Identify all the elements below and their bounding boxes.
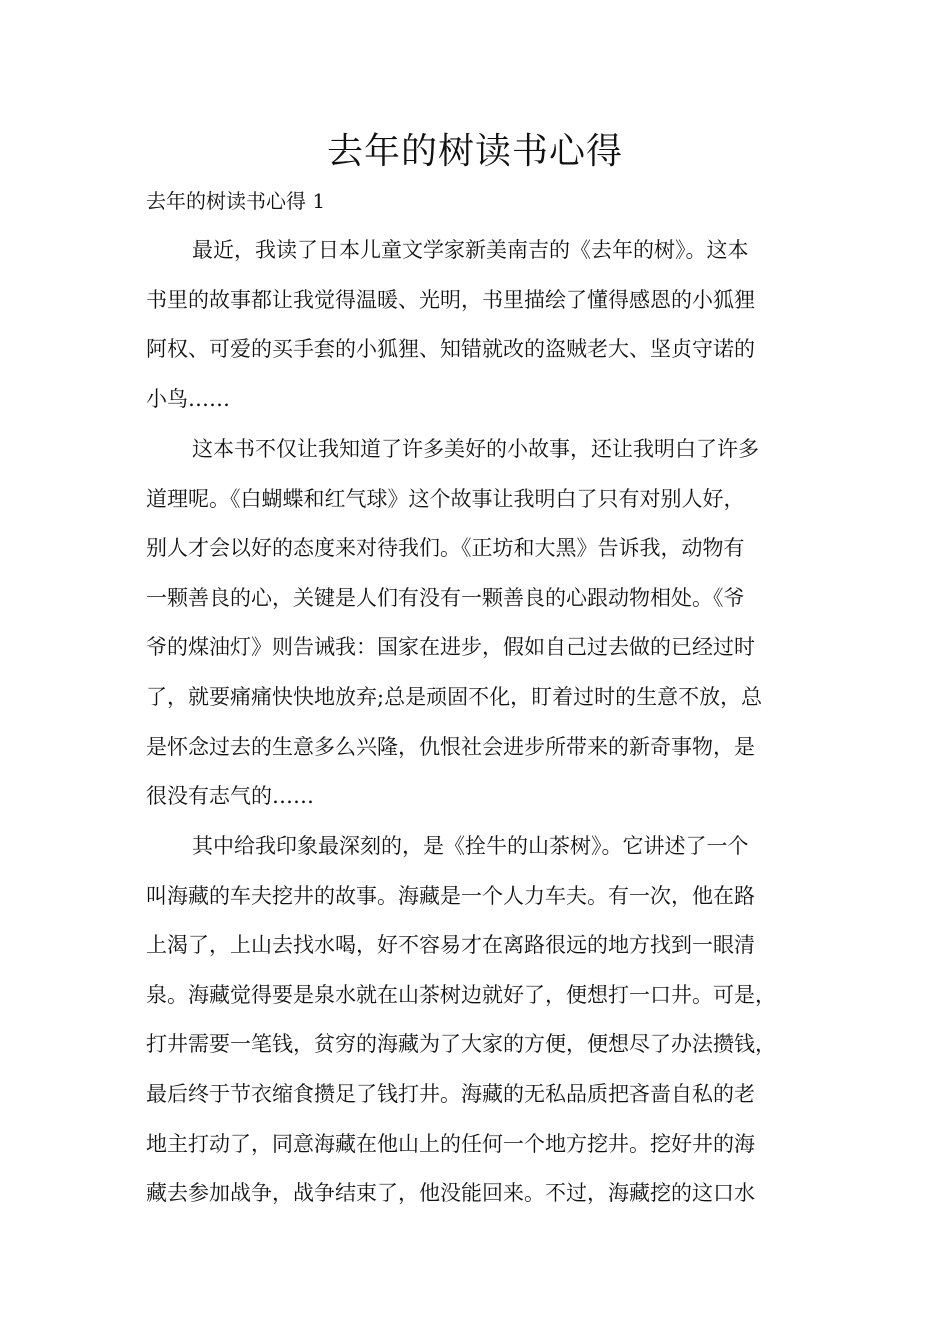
- paragraph-line: 很没有志气的……: [146, 784, 314, 809]
- paragraph-line: 泉。海藏觉得要是泉水就在山茶树边就好了，便想打一口井。可是，: [146, 982, 776, 1007]
- paragraph-line: 别人才会以好的态度来对待我们。《正坊和大黑》告诉我，动物有: [146, 536, 745, 561]
- paragraph-line: 阿权、可爱的买手套的小狐狸、知错就改的盗贼老大、坚贞守诺的: [146, 337, 755, 362]
- paragraph-line: 是怀念过去的生意多么兴隆，仇恨社会进步所带来的新奇事物，是: [146, 734, 755, 759]
- paragraph-line: 书里的故事都让我觉得温暖、光明，书里描绘了懂得感恩的小狐狸: [146, 287, 755, 312]
- paragraph-line: 最后终于节衣缩食攒足了钱打井。海藏的无私品质把吝啬自私的老: [146, 1081, 755, 1106]
- paragraph-line: 这本书不仅让我知道了许多美好的小故事，还让我明白了许多: [192, 437, 759, 461]
- paragraph-line: 爷的煤油灯》则告诫我：国家在进步，假如自己过去做的已经过时: [146, 635, 755, 660]
- paragraph-3: [146, 822, 810, 1219]
- paragraph-line: 上渴了，上山去找水喝，好不容易才在离路很远的地方找到一眼清: [146, 933, 755, 958]
- document-title: 去年的树读书心得: [326, 131, 623, 172]
- section-heading: 去年的树读书心得 1: [146, 189, 326, 213]
- paragraph-line: 最近，我读了日本儿童文学家新美南吉的《去年的树》。这本: [192, 238, 749, 262]
- paragraph-line: 一颗善良的心，关键是人们有没有一颗善良的心跟动物相处。《爷: [146, 585, 745, 610]
- paragraph-line: 了，就要痛痛快快地放弃;总是顽固不化，盯着过时的生意不放，总: [146, 684, 763, 709]
- paragraph-line: 道理呢。《白蝴蝶和红气球》这个故事让我明白了只有对别人好，: [146, 486, 745, 511]
- paragraph-1: [146, 226, 810, 424]
- paragraph-line: 地主打动了，同意海藏在他山上的任何一个地方挖井。挖好井的海: [146, 1131, 755, 1156]
- paragraph-line: 藏去参加战争，战争结束了，他没能回来。不过，海藏挖的这口水: [146, 1181, 755, 1206]
- paragraph-line: 小鸟……: [146, 386, 230, 411]
- paragraph-line: 打井需要一笔钱，贫穷的海藏为了大家的方便，便想尽了办法攒钱，: [146, 1032, 776, 1057]
- paragraph-line: 其中给我印象最深刻的，是《拴牛的山茶树》。它讲述了一个: [192, 834, 749, 858]
- paragraph-2: [146, 425, 810, 822]
- paragraph-line: 叫海藏的车夫挖井的故事。海藏是一个人力车夫。有一次，他在路: [146, 883, 755, 908]
